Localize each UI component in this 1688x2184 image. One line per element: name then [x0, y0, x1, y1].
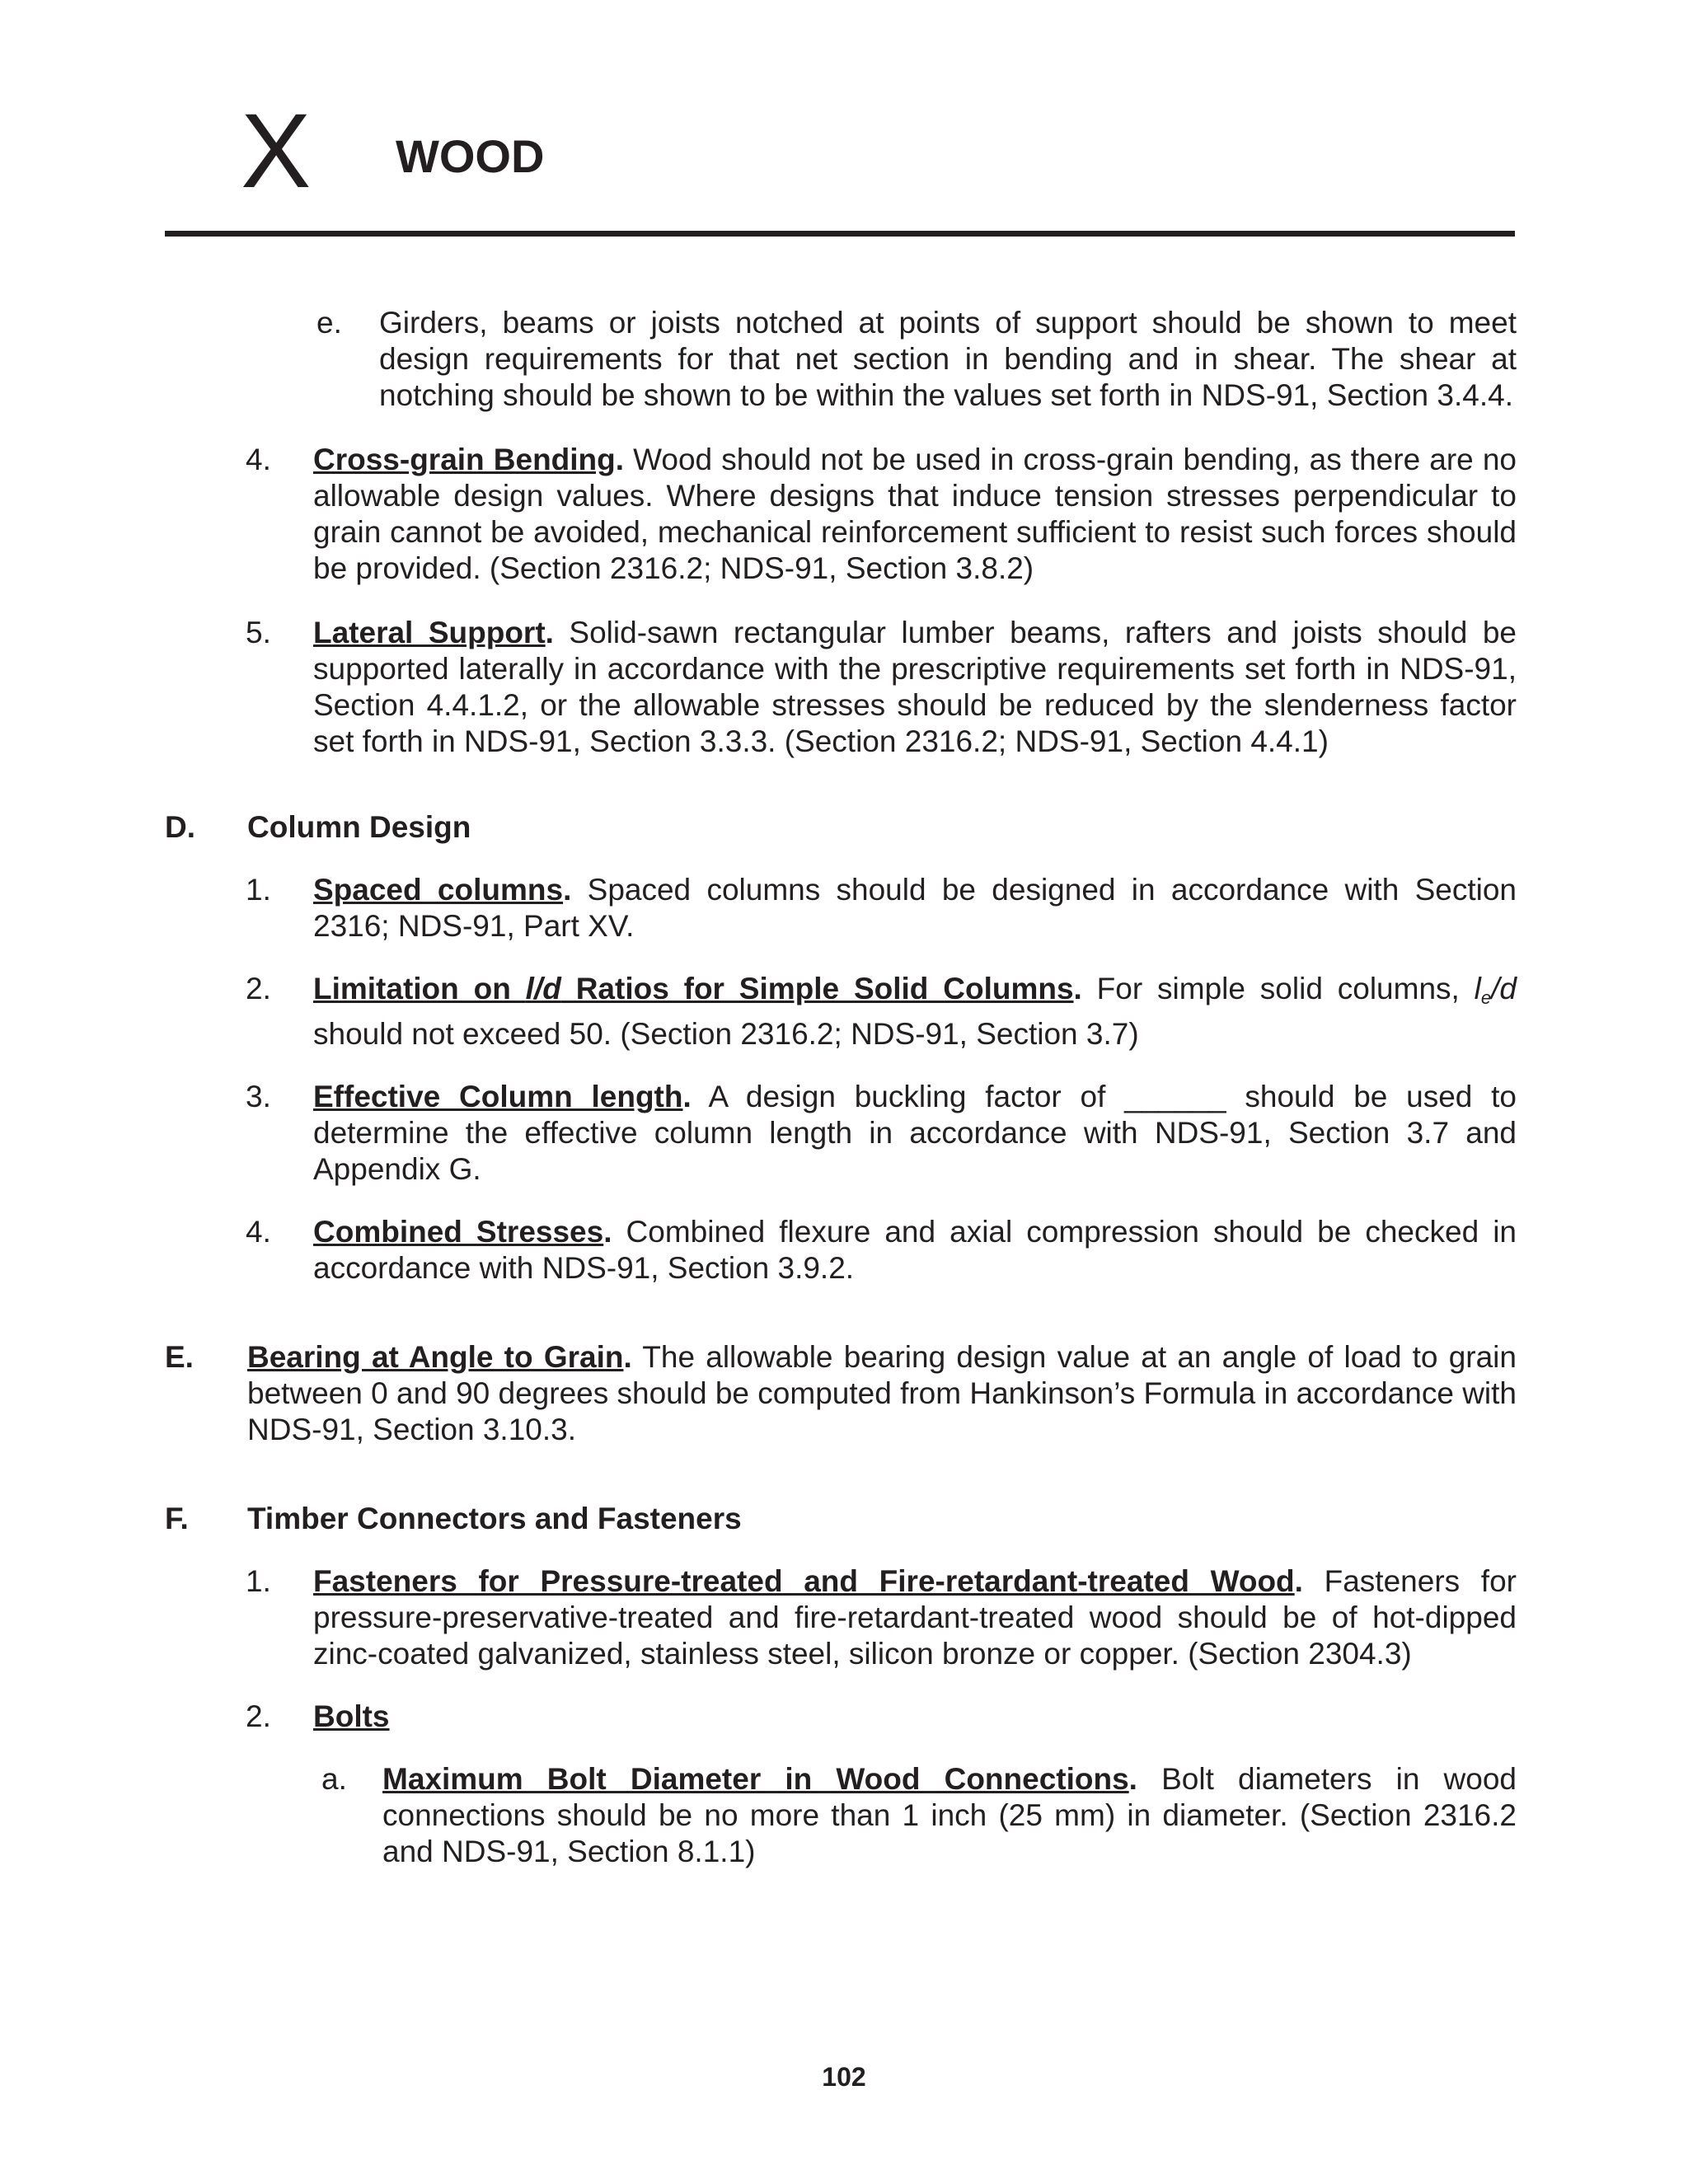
item-heading: Bearing at Angle to Grain [247, 1340, 624, 1374]
header-rule [165, 231, 1515, 237]
item-heading: Combined Stresses [313, 1215, 604, 1249]
item-text: For simple solid columns, [1081, 972, 1475, 1005]
variable-subscript: e [1480, 987, 1492, 1008]
list-item-e [165, 305, 1517, 414]
item-text: Girders, beams or joists notched at points of support should be shown to meet design requirements for that net section in bending and in shear. The shear at notching should be shown to be within the values set forth in NDS-91, Section 3.4.4. [379, 306, 1517, 412]
item-text: Solid-sawn rectangular lumber beams, rafters and joists should be supported laterally in accordance with the prescriptive requirements set forth in NDS-91, Section 4.4.1.2, or the allowable stresses should be reduced by the slenderness factor set forth in NDS-91, Section 3.3.3. (Section 2316.2; NDS-91, Section 4.4.1) [313, 616, 1517, 758]
list-item-fasteners-treated-wood: 1. Fasteners for Pressure-treated and Fire-retardant-treated Wood. Fasteners for pressure-preservative-treated and fire-retardant-treated wood should be of hot-dipped zinc-coated galvanized, stainless steel, silicon bronze or copper. (Section 2304.3) [246, 1564, 1517, 1671]
list-marker: 5. [246, 616, 271, 649]
section-title: Column Design [247, 810, 471, 844]
item-text: Bolt diameters in wood connections should be no more than 1 inch (25 mm) in diameter. (Section 2316.2 and NDS-91, Section 8.1.1) [382, 1762, 1517, 1868]
page-number: 102 [822, 2062, 866, 2092]
variable-l: l [1474, 972, 1481, 1005]
item-text: should be used to determine the effective column length in accordance with NDS-91, Section 3.7 and Appendix G. [313, 1080, 1517, 1186]
section-marker: E. [165, 1340, 194, 1374]
chapter-header [165, 92, 1517, 239]
item-heading: Bolts [313, 1699, 390, 1733]
fill-in-blank: ______ [1124, 1080, 1226, 1113]
item-heading: Lateral Support [313, 616, 546, 649]
list-item-effective-column-length: 3. Effective Column length. A design buckling factor of ______ should be used to determine the effective column length in accordance with NDS-91, Section 3.7 and Appendix G. [246, 1080, 1517, 1186]
item-heading: Spaced columns [313, 873, 564, 907]
document-body [165, 305, 1517, 1870]
item-text: Fasteners for pressure-preservative-treated and fire-retardant-treated wood should be of hot-dipped zinc-coated galvanized, stainless steel, silicon bronze or copper. (Section 2304.3) [313, 1564, 1517, 1671]
list-marker: 1. [246, 873, 271, 907]
list-marker: 3. [246, 1080, 271, 1113]
item-heading: Maximum Bolt Diameter in Wood Connections [382, 1762, 1129, 1796]
list-marker: 4. [246, 443, 271, 476]
item-heading [313, 972, 1074, 1005]
list-item-bolts [165, 1699, 1517, 1735]
item-text: Spaced columns should be designed in accordance with Section 2316; NDS-91, Part XV. [313, 873, 1517, 943]
list-item-lateral-support: 5. Lateral Support. Solid-sawn rectangular lumber beams, rafters and joists should be supported laterally in accordance with the prescriptive requirements set forth in NDS-91, Section 4.4.1.2, or the allowable stresses should be reduced by the slenderness factor set forth in NDS-91, Section 3.3.3. (Section 2316.2; NDS-91, Section 4.4.1) [246, 616, 1517, 758]
list-marker: 2. [246, 1699, 271, 1733]
list-marker: a. [321, 1762, 347, 1796]
chapter-title: WOOD [396, 130, 545, 182]
section-e: E. Bearing at Angle to Grain. The allowable bearing design value at an angle of load to grain between 0 and 90 degrees should be computed from Hankinson’s Formula in accordance with NDS-91, Section 3.10.3. [165, 1340, 1517, 1446]
item-text: should not exceed 50. (Section 2316.2; NDS-91, Section 3.7) [313, 1017, 1139, 1051]
chapter-letter: X [241, 92, 312, 210]
item-heading: Fasteners for Pressure-treated and Fire-retardant-treated Wood [313, 1564, 1295, 1598]
item-text: Combined flexure and axial compression should be checked in accordance with NDS-91, Section 3.9.2. [313, 1215, 1517, 1285]
section-d-heading [165, 809, 1517, 846]
section-marker: D. [165, 810, 195, 844]
section-title: Timber Connectors and Fasteners [247, 1502, 742, 1535]
item-text: The allowable bearing design value at an angle of load to grain between 0 and 90 degrees should be computed from Hankinson’s Formula in accordance with NDS-91, Section 3.10.3. [247, 1340, 1517, 1446]
list-marker: 2. [246, 972, 271, 1005]
list-item-max-bolt-diameter: a. Maximum Bolt Diameter in Wood Connections. Bolt diameters in wood connections should be no more than 1 inch (25 mm) in diameter. (Section 2316.2 and NDS-91, Section 8.1.1) [321, 1762, 1517, 1868]
list-marker: 1. [246, 1564, 271, 1598]
list-marker: e. [316, 306, 342, 340]
item-heading: Cross-grain Bending [313, 443, 616, 476]
heading-variable: l/d [525, 972, 561, 1005]
heading-part: Ratios for Simple Solid Columns [560, 972, 1074, 1005]
variable-d: /d [1491, 972, 1517, 1005]
heading-part: Limitation on [313, 972, 526, 1005]
list-marker: 4. [246, 1215, 271, 1249]
section-f-heading [165, 1501, 1517, 1537]
list-item-combined-stresses: 4. Combined Stresses. Combined flexure and axial compression should be checked in accordance with NDS-91, Section 3.9.2. [246, 1215, 1517, 1285]
list-item-cross-grain-bending: 4. Cross-grain Bending. Wood should not be used in cross-grain bending, as there are no allowable design values. Where designs that induce tension stresses perpendicular to grain cannot be avoided, mechanical reinforcement sufficient to resist such forces should be provided. (Section 2316.2; NDS-91, Section 3.8.2) [246, 443, 1517, 585]
list-item-spaced-columns: 1. Spaced columns. Spaced columns should be designed in accordance with Section 2316; NDS-91, Part XV. [246, 873, 1517, 943]
item-heading: Effective Column length [313, 1080, 683, 1113]
item-text: A design buckling factor of [691, 1080, 1125, 1113]
list-item-ld-ratio-limitation: 2. Limitation on l/d Ratios for Simple Solid Columns. For simple solid columns, $l_e/d$ should not exceed 50. (Section 2316.2; NDS-91, Section 3.7) [246, 972, 1517, 1051]
item-text: Wood should not be used in cross-grain bending, as there are no allowable design values. Where designs that induce tension stresses perpendicular to grain cannot be avoided, mechanical reinforcement sufficient to resist such forces should be provided. (Section 2316.2; NDS-91, Section 3.8.2) [313, 443, 1517, 585]
section-marker: F. [165, 1502, 189, 1535]
